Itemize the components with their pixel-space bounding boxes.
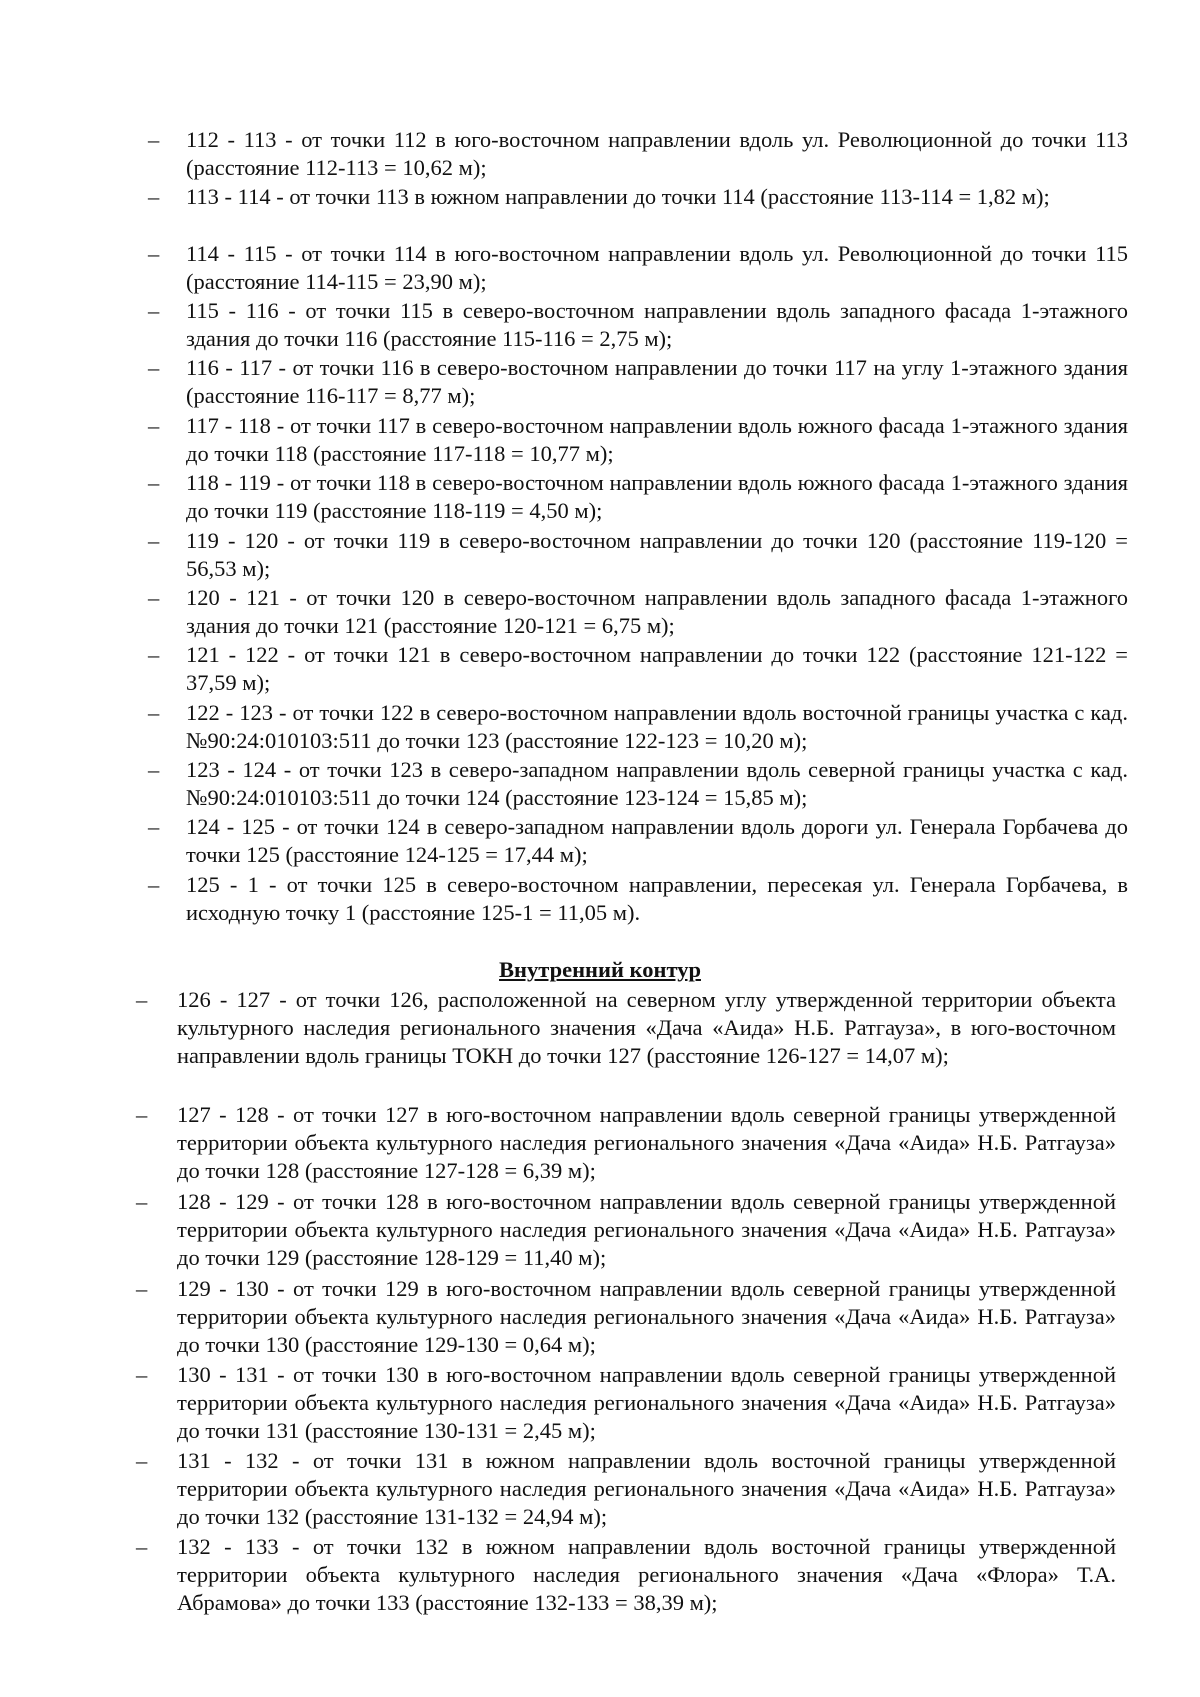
list-bullet: –	[148, 700, 160, 725]
section-heading: Внутренний контур	[499, 957, 701, 982]
list-bullet: –	[148, 184, 160, 209]
list-item: 119 - 120 - от точки 119 в северо-восточном направлении до точки 120 (расстояние 119-120 = 56,53 м);	[186, 528, 1128, 581]
list-bullet: –	[136, 1362, 148, 1387]
list-item: 128 - 129 - от точки 128 в юго-восточном направлении вдоль северной границы утвержденной территории объекта культурного наследия регионального значения «Дача «Аида» Н.Б. Ратгауза» до точки 129 (расстояние 128-129 = 11,40 м);	[177, 1189, 1116, 1270]
list-bullet: –	[136, 1276, 148, 1301]
list-bullet: –	[136, 987, 148, 1012]
list-bullet: –	[148, 355, 160, 380]
list-item: 120 - 121 - от точки 120 в северо-восточном направлении вдоль западного фасада 1-этажного здания до точки 121 (расстояние 120-121 = 6,75 м);	[186, 585, 1128, 638]
list-bullet: –	[136, 1534, 148, 1559]
list-bullet: –	[148, 642, 160, 667]
list-item: 126 - 127 - от точки 126, расположенной на северном углу утвержденной территории объекта культурного наследия регионального значения «Дача «Аида» Н.Б. Ратгауза», в юго-восточном направлении вдоль границы ТОКН до точки 127 (расстояние 126-127 = 14,07 м);	[177, 987, 1116, 1068]
list-bullet: –	[148, 470, 160, 495]
list-bullet: –	[148, 241, 160, 266]
list-bullet: –	[148, 872, 160, 897]
list-bullet: –	[136, 1102, 148, 1127]
list-bullet: –	[136, 1189, 148, 1214]
list-item: 127 - 128 - от точки 127 в юго-восточном направлении вдоль северной границы утвержденной территории объекта культурного наследия регионального значения «Дача «Аида» Н.Б. Ратгауза» до точки 128 (расстояние 127-128 = 6,39 м);	[177, 1102, 1116, 1183]
list-bullet: –	[148, 298, 160, 323]
list-bullet: –	[148, 127, 160, 152]
list-item: 130 - 131 - от точки 130 в юго-восточном направлении вдоль северной границы утвержденной территории объекта культурного наследия регионального значения «Дача «Аида» Н.Б. Ратгауза» до точки 131 (расстояние 130-131 = 2,45 м);	[177, 1362, 1116, 1443]
list-bullet: –	[136, 1448, 148, 1473]
list-item: 114 - 115 - от точки 114 в юго-восточном направлении вдоль ул. Революционной до точки 115 (расстояние 114-115 = 23,90 м);	[186, 241, 1128, 294]
list-bullet: –	[148, 528, 160, 553]
list-item: 132 - 133 - от точки 132 в южном направлении вдоль восточной границы утвержденной территории объекта культурного наследия регионального значения «Дача «Флора» Т.А. Абрамова» до точки 133 (расстояние 132-133 = 38,39 м);	[177, 1534, 1116, 1615]
list-item: 112 - 113 - от точки 112 в юго-восточном направлении вдоль ул. Революционной до точки 113 (расстояние 112-113 = 10,62 м);	[186, 127, 1128, 180]
list-item: 116 - 117 - от точки 116 в северо-восточном направлении до точки 117 на углу 1-этажного здания (расстояние 116-117 = 8,77 м);	[186, 355, 1128, 408]
list-item: 121 - 122 - от точки 121 в северо-восточном направлении до точки 122 (расстояние 121-122 = 37,59 м);	[186, 642, 1128, 695]
list-item: 113 - 114 - от точки 113 в южном направлении до точки 114 (расстояние 113-114 = 1,82 м);	[186, 184, 1050, 209]
list-item: 129 - 130 - от точки 129 в юго-восточном направлении вдоль северной границы утвержденной территории объекта культурного наследия регионального значения «Дача «Аида» Н.Б. Ратгауза» до точки 130 (расстояние 129-130 = 0,64 м);	[177, 1276, 1116, 1357]
list-bullet: –	[148, 413, 160, 438]
list-item: 117 - 118 - от точки 117 в северо-восточном направлении вдоль южного фасада 1-этажного здания до точки 118 (расстояние 117-118 = 10,77 м);	[186, 413, 1128, 466]
list-item: 118 - 119 - от точки 118 в северо-восточном направлении вдоль южного фасада 1-этажного здания до точки 119 (расстояние 118-119 = 4,50 м);	[186, 470, 1128, 523]
list-item: 115 - 116 - от точки 115 в северо-восточном направлении вдоль западного фасада 1-этажного здания до точки 116 (расстояние 115-116 = 2,75 м);	[186, 298, 1128, 351]
list-bullet: –	[148, 585, 160, 610]
list-item: 122 - 123 - от точки 122 в северо-восточном направлении вдоль восточной границы участка с кад. №90:24:010103:511 до точки 123 (расстояние 122-123 = 10,20 м);	[186, 700, 1128, 753]
list-item: 123 - 124 - от точки 123 в северо-западном направлении вдоль северной границы участка с кад. №90:24:010103:511 до точки 124 (расстояние 123-124 = 15,85 м);	[186, 757, 1128, 810]
list-item: 125 - 1 - от точки 125 в северо-восточном направлении, пересекая ул. Генерала Горбачева, в исходную точку 1 (расстояние 125-1 = 11,05 м).	[186, 872, 1128, 925]
list-item: 131 - 132 - от точки 131 в южном направлении вдоль восточной границы утвержденной территории объекта культурного наследия регионального значения «Дача «Аида» Н.Б. Ратгауза» до точки 132 (расстояние 131-132 = 24,94 м);	[177, 1448, 1116, 1529]
list-item: 124 - 125 - от точки 124 в северо-западном направлении вдоль дороги ул. Генерала Горбачева до точки 125 (расстояние 124-125 = 17,44 м);	[186, 814, 1128, 867]
list-bullet: –	[148, 757, 160, 782]
list-bullet: –	[148, 814, 160, 839]
